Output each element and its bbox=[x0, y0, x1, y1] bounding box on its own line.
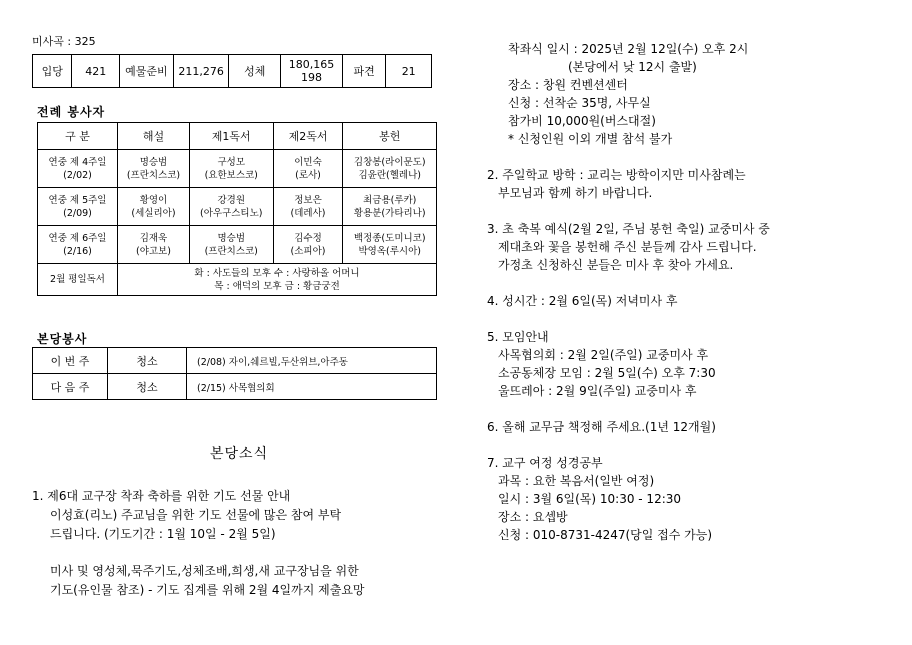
news-line: 착좌식 일시 : 2025년 2월 12일(수) 오후 2시 bbox=[508, 42, 749, 56]
news-spacer bbox=[508, 148, 770, 166]
week-label: 연중 제 6주일 bbox=[48, 232, 107, 244]
col-header-reader2: 제2독서 bbox=[273, 123, 343, 150]
news-spacer bbox=[508, 202, 770, 220]
table-row bbox=[33, 348, 437, 374]
service-task: 청소 bbox=[108, 348, 187, 374]
service-title: 본당봉사 bbox=[37, 332, 88, 346]
news-line: * 신청인원 이외 개별 참석 불가 bbox=[508, 132, 673, 146]
offertory-label: 예물준비 bbox=[120, 55, 174, 88]
reader1-name: 명승범 bbox=[217, 232, 245, 244]
week-cell bbox=[38, 150, 118, 188]
commentator-baptismal: (야고보) bbox=[135, 245, 171, 257]
news-line: 장소 : 요셉방 bbox=[498, 510, 568, 524]
news-spacer bbox=[32, 544, 365, 562]
news-line: 기도(유인물 참조) - 기도 집계를 위해 2월 4일까지 제출요망 bbox=[50, 583, 365, 597]
reader1-baptismal: (아우구스티노) bbox=[199, 207, 263, 219]
offertory-2: 김윤란(헬레나) bbox=[358, 169, 421, 181]
entrance-label: 입당 bbox=[33, 55, 72, 88]
reader1-cell bbox=[189, 226, 273, 264]
commentator-cell bbox=[118, 226, 190, 264]
news-line: 5. 모임안내 bbox=[487, 330, 549, 344]
week-date: (2/09) bbox=[63, 207, 92, 219]
news-line: 소공동체장 모임 : 2월 5일(수) 오후 7:30 bbox=[498, 366, 716, 380]
commentator-baptismal: (프란치스코) bbox=[126, 169, 181, 181]
news-line: 부모님과 함께 하기 바랍니다. bbox=[498, 186, 653, 200]
news-line: 4. 성시간 : 2월 6일(목) 저녁미사 후 bbox=[487, 294, 678, 308]
news-line: 울뜨레아 : 2월 9일(주일) 교중미사 후 bbox=[498, 384, 697, 398]
communion-label: 성체 bbox=[229, 55, 281, 88]
offertory-hymn: 211,276 bbox=[173, 55, 229, 88]
reader2-cell bbox=[273, 150, 343, 188]
news-spacer bbox=[508, 274, 770, 292]
news-line: 6. 올해 교무금 책정해 주세요.(1년 12개월) bbox=[487, 420, 716, 434]
news-line: 이성효(리노) 주교님을 위한 기도 선물에 많은 참여 부탁 bbox=[50, 508, 342, 522]
week-cell bbox=[38, 188, 118, 226]
service-when: 다 음 주 bbox=[33, 374, 108, 400]
entrance-hymn: 421 bbox=[72, 55, 120, 88]
reader2-baptismal: (데레사) bbox=[290, 207, 326, 219]
offertory-2: 박영옥(루시아) bbox=[358, 245, 421, 257]
reader2-baptismal: (소피아) bbox=[290, 245, 326, 257]
news-line: 사목협의회 : 2월 2일(주일) 교중미사 후 bbox=[498, 348, 709, 362]
service-detail: (2/08) 자이,쉐르빌,두산위브,아주동 bbox=[187, 348, 437, 374]
offertory-1: 백정종(도미니코) bbox=[353, 232, 426, 244]
reader1-name: 강경원 bbox=[217, 194, 245, 206]
table-row bbox=[38, 150, 437, 188]
news-line: 2. 주일학교 방학 : 교리는 방학이지만 미사참례는 bbox=[487, 168, 746, 182]
news-title: 본당소식 bbox=[210, 446, 269, 462]
reader2-cell bbox=[273, 226, 343, 264]
col-header-category: 구 분 bbox=[38, 123, 118, 150]
news-line: 3. 초 축복 예식(2월 2일, 주님 봉헌 축일) 교중미사 중 bbox=[487, 222, 770, 236]
news-line: 가정초 신청하신 분들은 미사 후 찾아 가세요. bbox=[498, 258, 734, 272]
weekday-reading-label: 2월 평일독서 bbox=[38, 264, 118, 296]
table-row bbox=[33, 374, 437, 400]
communion-hymn-line2: 198 bbox=[300, 71, 322, 84]
table-row bbox=[38, 188, 437, 226]
offertory-2: 황용분(가타리나) bbox=[353, 207, 426, 219]
reader2-name: 김수정 bbox=[294, 232, 322, 244]
offertory-1: 김창봉(라이문도) bbox=[353, 156, 426, 168]
reader1-baptismal: (요한보스코) bbox=[204, 169, 258, 181]
news-line: 신청 : 선착순 35명, 사무실 bbox=[508, 96, 651, 110]
news-line: 7. 교구 여정 성경공부 bbox=[487, 456, 603, 470]
recessional-hymn: 21 bbox=[386, 55, 432, 88]
news-spacer bbox=[508, 436, 770, 454]
reader2-name: 이민숙 bbox=[294, 156, 322, 168]
recessional-label: 파견 bbox=[342, 55, 386, 88]
news-line: 장소 : 창원 컨벤션센터 bbox=[508, 78, 628, 92]
news-line: 과목 : 요한 복음서(일반 여정) bbox=[498, 474, 655, 488]
table-row bbox=[38, 226, 437, 264]
news-line: (본당에서 낮 12시 출발) bbox=[568, 60, 697, 74]
news-line: 참가비 10,000원(버스대절) bbox=[508, 114, 656, 128]
commentator-cell bbox=[118, 188, 190, 226]
news-line: 신청 : 010-8731-4247(당일 접수 가능) bbox=[498, 528, 713, 542]
news-spacer bbox=[508, 310, 770, 328]
reader1-cell bbox=[189, 188, 273, 226]
commentator-name: 김재욱 bbox=[139, 232, 168, 244]
col-header-reader1: 제1독서 bbox=[189, 123, 273, 150]
reader1-cell bbox=[189, 150, 273, 188]
week-label: 연중 제 4주일 bbox=[48, 156, 107, 168]
commentator-name: 황영이 bbox=[139, 194, 168, 206]
communion-hymn bbox=[281, 55, 343, 88]
table-row bbox=[38, 264, 437, 296]
reader2-cell bbox=[273, 188, 343, 226]
communion-hymn-line1: 180,165 bbox=[288, 58, 335, 71]
offertory-cell bbox=[343, 150, 437, 188]
week-date: (2/16) bbox=[63, 245, 92, 257]
service-table bbox=[32, 347, 437, 400]
news-line: 일시 : 3월 6일(목) 10:30 - 12:30 bbox=[498, 492, 682, 506]
reader2-baptismal: (로사) bbox=[295, 169, 321, 181]
reader1-baptismal: (프란치스코) bbox=[204, 245, 258, 257]
col-header-commentator: 해설 bbox=[118, 123, 190, 150]
commentator-cell bbox=[118, 150, 190, 188]
news-item-1 bbox=[32, 487, 365, 600]
week-date: (2/02) bbox=[63, 169, 92, 181]
commentator-name: 명승범 bbox=[139, 156, 168, 168]
news-spacer bbox=[508, 400, 770, 418]
weekday-reading-cell bbox=[118, 264, 437, 296]
news-line: 드립니다. (기도기간 : 1월 10일 - 2월 5일) bbox=[50, 527, 276, 541]
reader1-name: 구성모 bbox=[217, 156, 245, 168]
offertory-1: 최금용(루카) bbox=[363, 194, 417, 206]
reader2-name: 정보은 bbox=[294, 194, 322, 206]
col-header-offertory: 봉헌 bbox=[343, 123, 437, 150]
hymn-number: 미사곡 : 325 bbox=[32, 35, 96, 48]
service-detail: (2/15) 사목협의회 bbox=[187, 374, 437, 400]
weekday-reading-line1: 화 : 사도들의 모후 수 : 사랑하올 어머니 bbox=[194, 267, 360, 279]
news-line: 제대초와 꽃을 봉헌해 주신 분들께 감사 드립니다. bbox=[498, 240, 757, 254]
week-label: 연중 제 5주일 bbox=[48, 194, 107, 206]
liturgy-table bbox=[37, 122, 437, 296]
news-line: 미사 및 영성체,묵주기도,성체조배,희생,새 교구장님을 위한 bbox=[50, 564, 359, 578]
news-line: 1. 제6대 교구장 착좌 축하를 위한 기도 선물 안내 bbox=[32, 489, 291, 503]
service-when: 이 번 주 bbox=[33, 348, 108, 374]
weekday-reading-line2: 목 : 애덕의 모후 금 : 황금궁전 bbox=[214, 280, 340, 292]
commentator-baptismal: (세실리아) bbox=[131, 207, 176, 219]
offertory-cell bbox=[343, 188, 437, 226]
hymn-table bbox=[32, 54, 432, 88]
service-task: 청소 bbox=[108, 374, 187, 400]
offertory-cell bbox=[343, 226, 437, 264]
right-column bbox=[487, 40, 770, 544]
liturgy-title: 전례 봉사자 bbox=[37, 105, 106, 119]
week-cell bbox=[38, 226, 118, 264]
